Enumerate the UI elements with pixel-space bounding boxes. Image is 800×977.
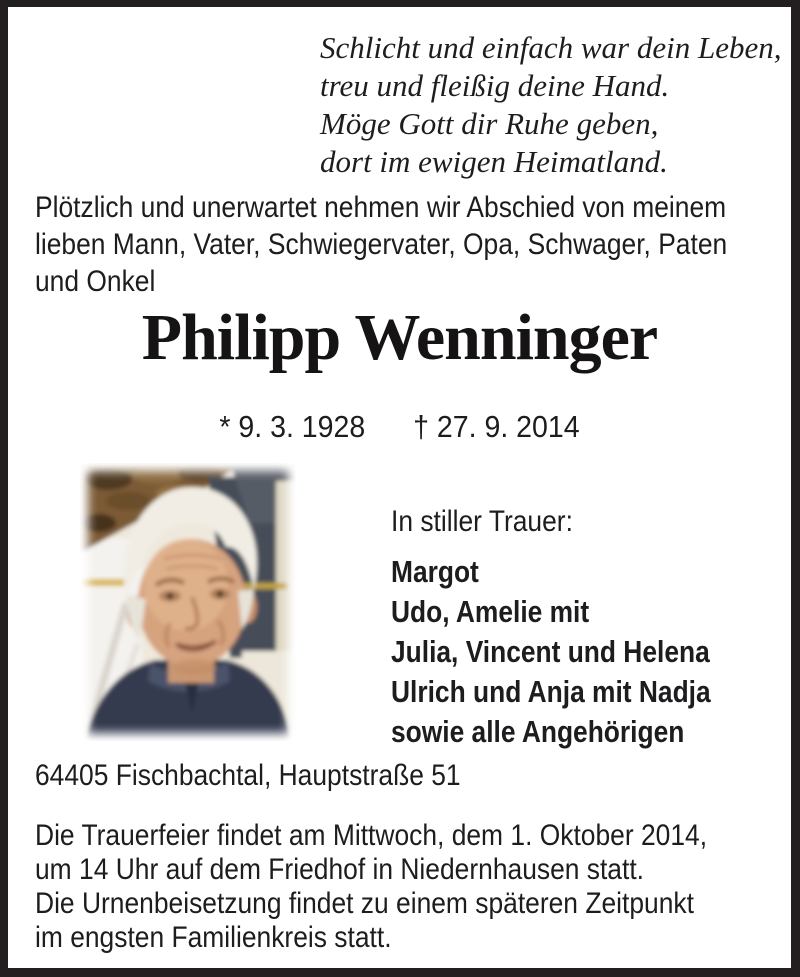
dates-row [39, 409, 759, 445]
portrait-photo [80, 463, 296, 741]
intro-line: Plötzlich und unerwartet nehmen wir Abschied von meinem [35, 191, 727, 224]
mourner-name: Udo, Amelie mit [391, 594, 590, 629]
mourning-block [391, 505, 767, 752]
funeral-info-line: um 14 Uhr auf dem Friedhof in Niedernhausen statt. [35, 853, 645, 886]
birth-date: * 9. 3. 1928 [219, 409, 366, 444]
intro-line: lieben Mann, Vater, Schwiegervater, Opa, Schwager, Paten [35, 228, 728, 261]
poem-line: Möge Gott dir Ruhe geben, [320, 106, 659, 141]
poem [320, 29, 781, 181]
mourner-name: Julia, Vincent und Helena [391, 634, 710, 669]
intro-text [35, 189, 800, 300]
death-date: † 27. 9. 2014 [413, 409, 580, 444]
poem-line: Schlicht und einfach war dein Leben, [320, 30, 782, 65]
poem-line: dort im ewigen Heimatland. [320, 144, 668, 179]
mourner-name: Margot [391, 554, 479, 589]
funeral-info-line: Die Trauerfeier findet am Mittwoch, dem 1. Oktober 2014, [35, 819, 708, 852]
poem-line: treu und fleißig deine Hand. [320, 68, 670, 103]
mourner-name: Ulrich und Anja mit Nadja [391, 674, 711, 709]
mourners-list [391, 552, 767, 752]
page-frame [8, 7, 791, 968]
portrait-photo-illustration [80, 463, 296, 741]
deceased-name: Philipp Wenninger [141, 301, 658, 374]
funeral-info [35, 819, 799, 955]
address [35, 759, 519, 793]
address-line: 64405 Fischbachtal, Hauptstraße 51 [35, 759, 461, 792]
intro-line: und Onkel [35, 265, 156, 298]
funeral-info-line: im engsten Familienkreis statt. [35, 921, 392, 954]
funeral-info-line: Die Urnenbeisetzung findet zu einem späteren Zeitpunkt [35, 887, 694, 920]
mourner-name: sowie alle Angehörigen [391, 714, 685, 749]
mourning-heading: In stiller Trauer: [391, 505, 573, 538]
